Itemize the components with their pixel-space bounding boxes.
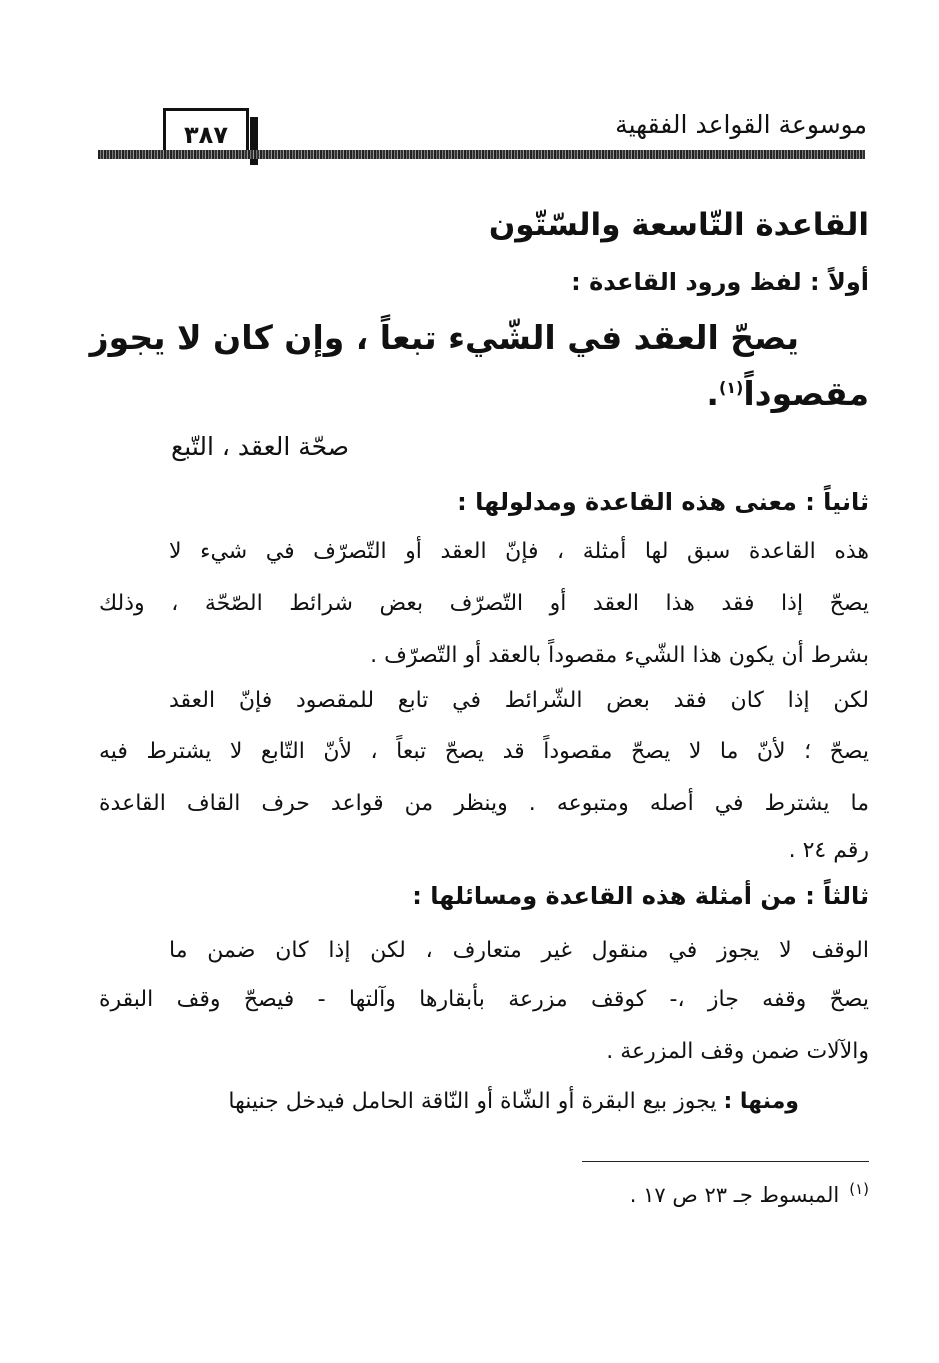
page-number: ٣٨٧ <box>163 108 249 159</box>
paragraph-2-line-2: يصحّ ؛ لأنّ ما لا يصحّ مقصوداً قد يصحّ تبعاً ، لأنّ التّابع لا يشترط فيه <box>99 739 869 764</box>
paragraph-2-line-3: ما يشترط في أصله ومتبوعه . وينظر من قواعد حرف القاف القاعدة <box>99 791 869 816</box>
footnote-reference: (١) <box>718 378 744 397</box>
rule-text-line-1: يصحّ العقد في الشّيء تبعاً ، وإن كان لا يجوز <box>89 318 799 357</box>
paragraph-3-line-1: الوقف لا يجوز في منقول غير متعارف ، لكن إذا كان ضمن ما <box>169 938 869 963</box>
footnote-separator <box>582 1161 869 1162</box>
rule-text-word: مقصوداً <box>743 374 869 413</box>
paragraph-4-line-1 <box>228 1089 799 1114</box>
paragraph-1-line-1: هذه القاعدة سبق لها أمثلة ، فإنّ العقد أو التّصرّف في شيء لا <box>169 539 869 564</box>
paragraph-3-line-3: والآلات ضمن وقف المزرعة . <box>606 1039 869 1064</box>
footnote-text: المبسوط جـ ٢٣ ص ١٧ . <box>629 1183 840 1207</box>
running-header-title: موسوعة القواعد الفقهية <box>615 110 867 139</box>
footnote <box>630 1180 869 1207</box>
rule-text-end: . <box>706 374 719 413</box>
footnote-mark: (١) <box>849 1180 869 1198</box>
paragraph-3-line-2: يصحّ وقفه جاز ،- كوقف مزرعة بأبقارها وآلتها - فيصحّ وقف البقرة <box>99 987 869 1012</box>
rule-text-line-2 <box>706 374 869 413</box>
first-heading: أولاً : لفظ ورود القاعدة : <box>571 268 869 296</box>
paragraph-1-line-2: يصحّ إذا فقد هذا العقد أو التّصرّف بعض شرائط الصّحّة ، وذلك <box>99 591 869 616</box>
section-title: القاعدة التّاسعة والسّتّون <box>488 207 869 243</box>
paragraph-2-line-4: رقم ٢٤ . <box>788 838 869 863</box>
paragraph-4-text: يجوز بيع البقرة أو الشّاة أو النّاقة الحامل فيدخل جنينها <box>228 1089 717 1114</box>
second-heading: ثانياً : معنى هذه القاعدة ومدلولها : <box>457 488 869 516</box>
paragraph-4-lead: ومنها : <box>723 1089 799 1114</box>
third-heading: ثالثاً : من أمثلة هذه القاعدة ومسائلها : <box>412 882 869 910</box>
paragraph-2-line-1: لكن إذا كان فقد بعض الشّرائط في تابع للمقصود فإنّ العقد <box>169 688 869 713</box>
keywords-line: صحّة العقد ، التّبع <box>170 432 349 461</box>
header-rule <box>98 150 865 159</box>
paragraph-1-line-3: بشرط أن يكون هذا الشّيء مقصوداً بالعقد أو التّصرّف . <box>370 643 869 668</box>
